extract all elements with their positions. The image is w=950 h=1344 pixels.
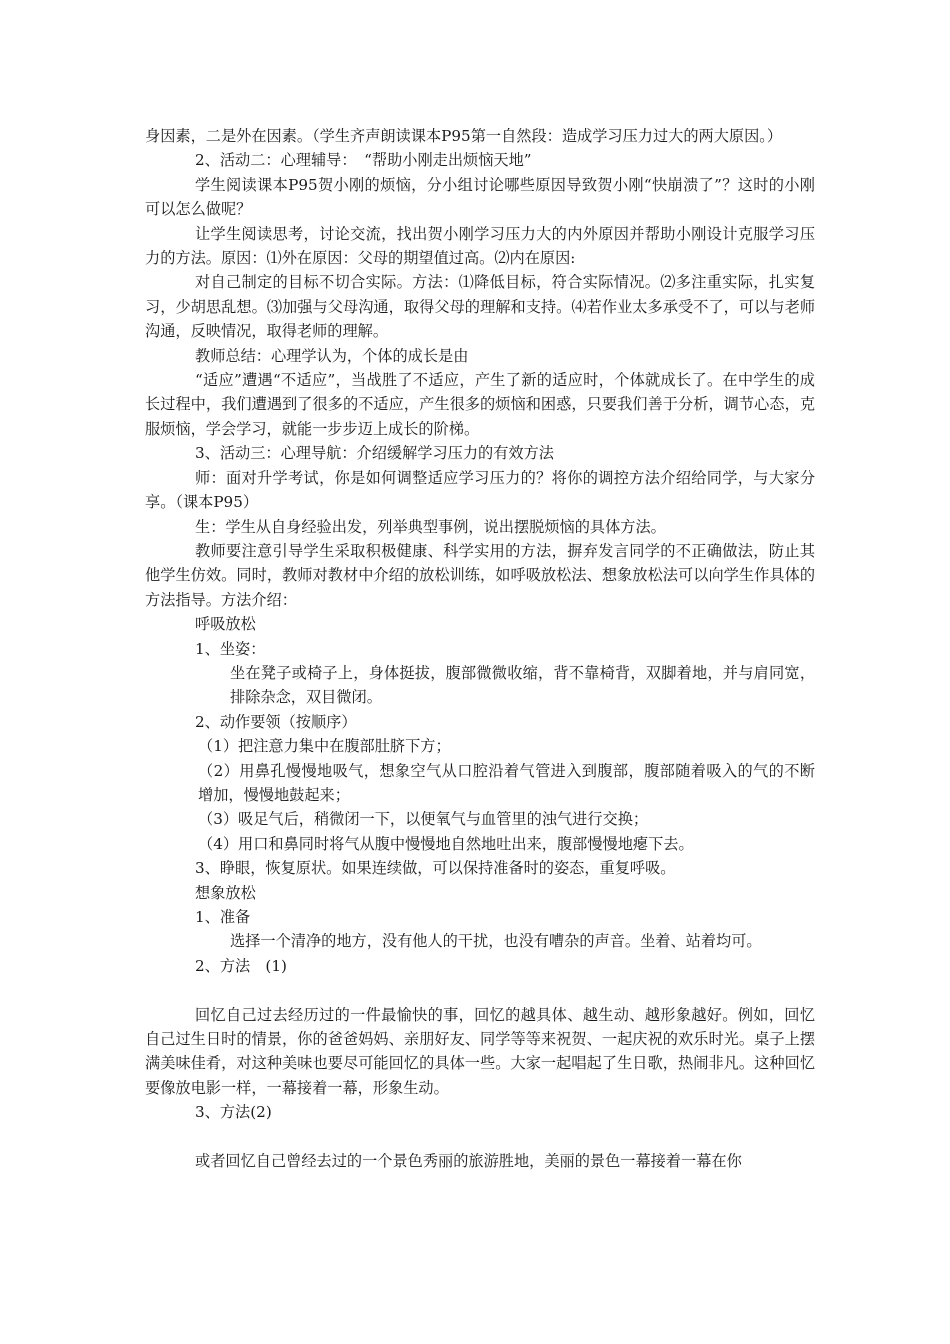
document-body	[145, 124, 815, 1173]
paragraph: （4）用口和鼻同时将气从腹中慢慢地自然地吐出来，腹部慢慢地瘪下去。	[198, 834, 694, 853]
paragraph: 对自己制定的目标不切合实际。方法：⑴降低目标，符合实际情况。⑵多注重实际，扎实复习，少胡思乱想。⑶加强与父母沟通，取得父母的理解和支持。⑷若作业太多承受不了，可以与老师沟通，反映情况，取得老师的理解。	[145, 273, 815, 341]
paragraph: 生：学生从自身经验出发，列举典型事例，说出摆脱烦恼的具体方法。	[195, 517, 666, 536]
paragraph: 让学生阅读思考，讨论交流，找出贺小刚学习压力大的内外原因并帮助小刚设计克服学习压力的方法。原因：⑴外在原因：父母的期望值过高。⑵内在原因:	[145, 224, 815, 268]
paragraph: （2）用鼻孔慢慢地吸气，想象空气从口腔沿着气管进入到腹部，腹部随着吸入的气的不断增加，慢慢地鼓起来；	[198, 761, 815, 804]
paragraph: 3、睁眼，恢复原状。如果连续做，可以保持准备时的姿态，重复呼吸。	[195, 859, 676, 878]
blank-line	[145, 1125, 815, 1149]
paragraph: 3、方法(2)	[195, 1103, 272, 1122]
paragraph: 教师要注意引导学生采取积极健康、科学实用的方法，摒弃发言同学的不正确做法，防止其他学生仿效。同时，教师对教材中介绍的放松训练，如呼吸放松法、想象放松法可以向学生作具体的方法指导。方法介绍：	[145, 541, 815, 609]
paragraph: 回忆自己过去经历过的一件最愉快的事，回忆的越具体、越生动、越形象越好。例如，回忆自己过生日时的情景，你的爸爸妈妈、亲朋好友、同学等等来祝贺、一起庆祝的欢乐时光。桌子上摆满美味佳肴，对这种美味也要尽可能回忆的具体一些。大家一起唱起了生日歌，热闹非凡。这种回忆要像放电影一样，一幕接着一幕，形象生动。	[145, 1005, 815, 1097]
paragraph: 1、坐姿：	[195, 639, 266, 658]
paragraph: 选择一个清净的地方，没有他人的干扰，也没有嘈杂的声音。坐着、站着均可。	[230, 932, 762, 951]
paragraph: 想象放松	[195, 883, 256, 902]
paragraph: 呼吸放松	[195, 615, 256, 634]
paragraph: 1、准备	[195, 908, 251, 926]
paragraph: 2、方法 (1)	[195, 956, 287, 975]
paragraph: “适应”遭遇“不适应”，当战胜了不适应，产生了新的适应时，个体就成长了。在中学生的成长过程中，我们遭遇到了很多的不适应，产生很多的烦恼和困惑，只要我们善于分析，调节心态，克服烦恼，学会学习，就能一步步迈上成长的阶梯。	[145, 371, 815, 438]
paragraph: 学生阅读课本P95贺小刚的烦恼，分小组讨论哪些原因导致贺小刚“快崩溃了”？这时的小刚可以怎么做呢？	[145, 175, 815, 219]
paragraph: （3）吸足气后，稍微闭一下，以便氧气与血管里的浊气进行交换；	[198, 810, 649, 829]
paragraph: 或者回忆自己曾经去过的一个景色秀丽的旅游胜地，美丽的景色一幕接着一幕在你	[195, 1152, 742, 1171]
paragraph: 身因素，二是外在因素。（学生齐声朗读课本P95第一自然段：造成学习压力过大的两大原因。）	[145, 127, 783, 145]
paragraph: 3、活动三：心理导航：介绍缓解学习压力的有效方法	[195, 444, 554, 463]
paragraph: 2、活动二：心理辅导： “帮助小刚走出烦恼天地”	[195, 151, 532, 170]
blank-line	[145, 978, 815, 1002]
paragraph: 坐在凳子或椅子上，身体挺拔，腹部微微收缩，背不靠椅背，双脚着地，并与肩同宽，排除杂念，双目微闭。	[230, 663, 815, 707]
paragraph: 师：面对升学考试，你是如何调整适应学习压力的？将你的调控方法介绍给同学，与大家分享。（课本P95）	[145, 468, 815, 512]
paragraph: 教师总结：心理学认为，个体的成长是由	[195, 346, 469, 365]
paragraph: 2、动作要领（按顺序）	[195, 712, 357, 731]
paragraph: （1）把注意力集中在腹部肚脐下方；	[198, 737, 451, 756]
